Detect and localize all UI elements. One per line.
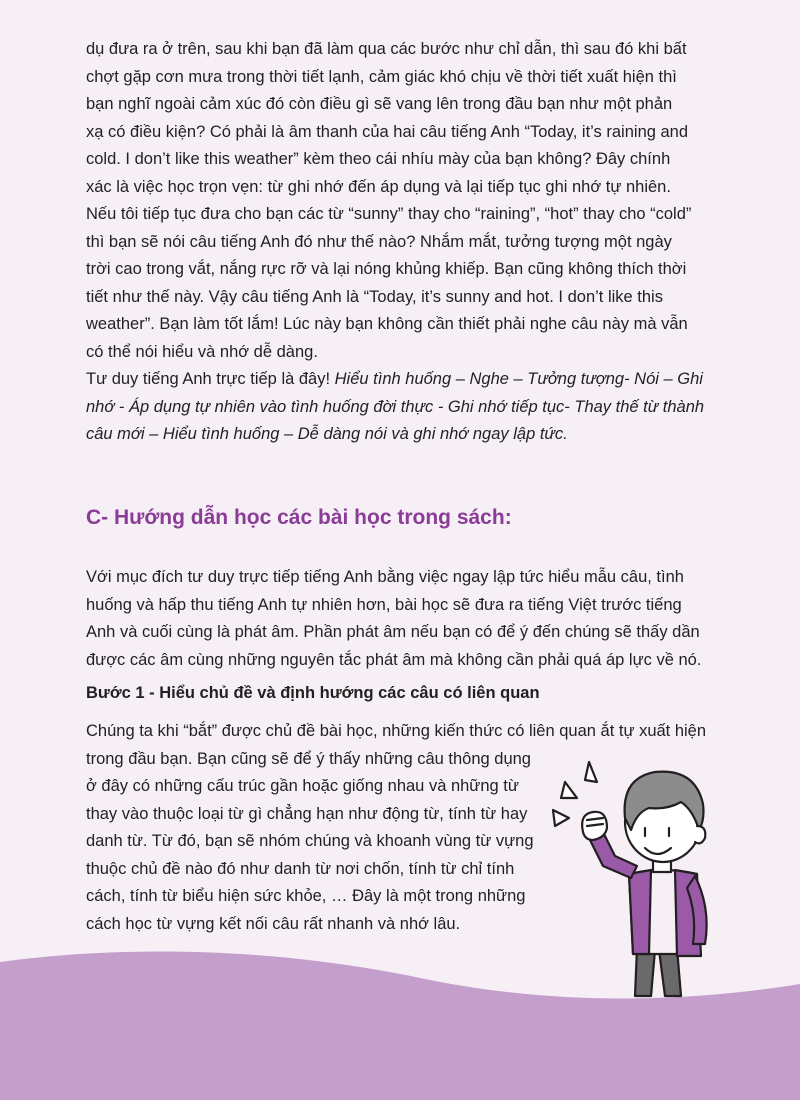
text-line: có thể nói hiểu và nhớ dễ dàng. [86,342,318,361]
text-line: danh từ. Từ đó, bạn sẽ nhóm chúng và khoanh vùng từ vựng [86,832,534,850]
text-line: tiết như thế này. Vậy câu tiếng Anh là “Today, it’s sunny and hot. I don’t like this [86,287,663,306]
text-line: dụ đưa ra ở trên, sau khi bạn đã làm qua các bước như chỉ dẫn, thì sau đó khi bất [86,40,687,58]
section-heading: C- Hướng dẫn học các bài học trong sách: [86,506,512,529]
text-line: Với mục đích tư duy trực tiếp tiếng Anh bằng việc ngay lập tức hiểu mẫu câu, tình [86,568,684,586]
summary-italic: câu mới – Hiểu tình huống – Dễ dàng nói và ghi nhớ ngay lập tức. [86,425,568,443]
step1-paragraph [86,718,726,938]
text-line: cách học từ vựng kết nối câu rất nhanh và nhớ lâu. [86,914,461,933]
text-line: cold. I don’t like this weather” kèm theo cái nhíu mày của bạn không? Đây chính [86,150,671,168]
text-line: weather”. Bạn làm tốt lắm! Lúc này bạn không cần thiết phải nghe câu này mà vẫn [86,315,688,333]
text-line: bạn nghĩ ngoài cảm xúc đó còn điều gì sẽ vang lên trong đầu bạn như một phản [86,95,673,113]
summary-italic: Hiểu tình huống – Nghe – Tưởng tượng- Nói – Ghi [334,370,703,388]
step1-heading: Bước 1 - Hiểu chủ đề và định hướng các câu có liên quan [86,684,540,702]
intro-paragraph [86,36,726,449]
text-line: xác là việc học trọn vẹn: từ ghi nhớ đến áp dụng và lại tiếp tục ghi nhớ tự nhiên. [86,177,671,196]
text-line: được các âm cùng những nguyên tắc phát âm mà không cần phải quá áp lực về nó. [86,650,702,669]
text-line: chợt gặp cơn mưa trong thời tiết lạnh, cảm giác khó chịu về thời tiết xuất hiện thì [86,67,677,86]
text-line: Chúng ta khi “bắt” được chủ đề bài học, những kiến thức có liên quan ắt tự xuất hiện [86,722,707,740]
summary-lead: Tư duy tiếng Anh trực tiếp là đây! [86,370,335,388]
text-line: thuộc chủ đề nào đó như danh từ nơi chốn, tính từ chỉ tính [86,859,515,878]
summary-italic: nhớ - Áp dụng tự nhiên vào tình huống đời thực - Ghi nhớ tiếp tục- Thay thế từ thành [86,397,705,416]
text-line: thì bạn sẽ nói câu tiếng Anh đó như thế nào? Nhắm mắt, tưởng tượng một ngày [86,232,672,251]
text-line: trong đầu bạn. Bạn cũng sẽ để ý thấy những câu thông dụng [86,749,531,768]
text-line: xạ có điều kiện? Có phải là âm thanh của hai câu tiếng Anh “Today, it’s raining and [86,122,689,141]
text-line: ở đây có những cấu trúc gần hoặc giống nhau và những từ [86,777,519,795]
text-line: huống và hấp thu tiếng Anh tự nhiên hơn, bài học sẽ đưa ra tiếng Việt trước tiếng [86,595,682,614]
text-line: thay vào thuộc loại từ gì chẳng hạn như động từ, tính từ hay [86,804,528,823]
text-line: Anh và cuối cùng là phát âm. Phần phát âm nếu bạn có để ý đến chúng sẽ thấy dần [86,623,700,641]
text-line: trời cao trong vắt, nắng rực rỡ và lại nóng khủng khiếp. Bạn cũng không thích thời [86,260,687,278]
section-intro-paragraph [86,564,726,674]
text-line: cách, tính từ biểu hiện sức khỏe, … Đây là một trong những [86,887,526,905]
summary-line [86,366,726,394]
text-line: Nếu tôi tiếp tục đưa cho bạn các từ “sunny” thay cho “raining”, “hot” thay cho “cold” [86,205,692,223]
